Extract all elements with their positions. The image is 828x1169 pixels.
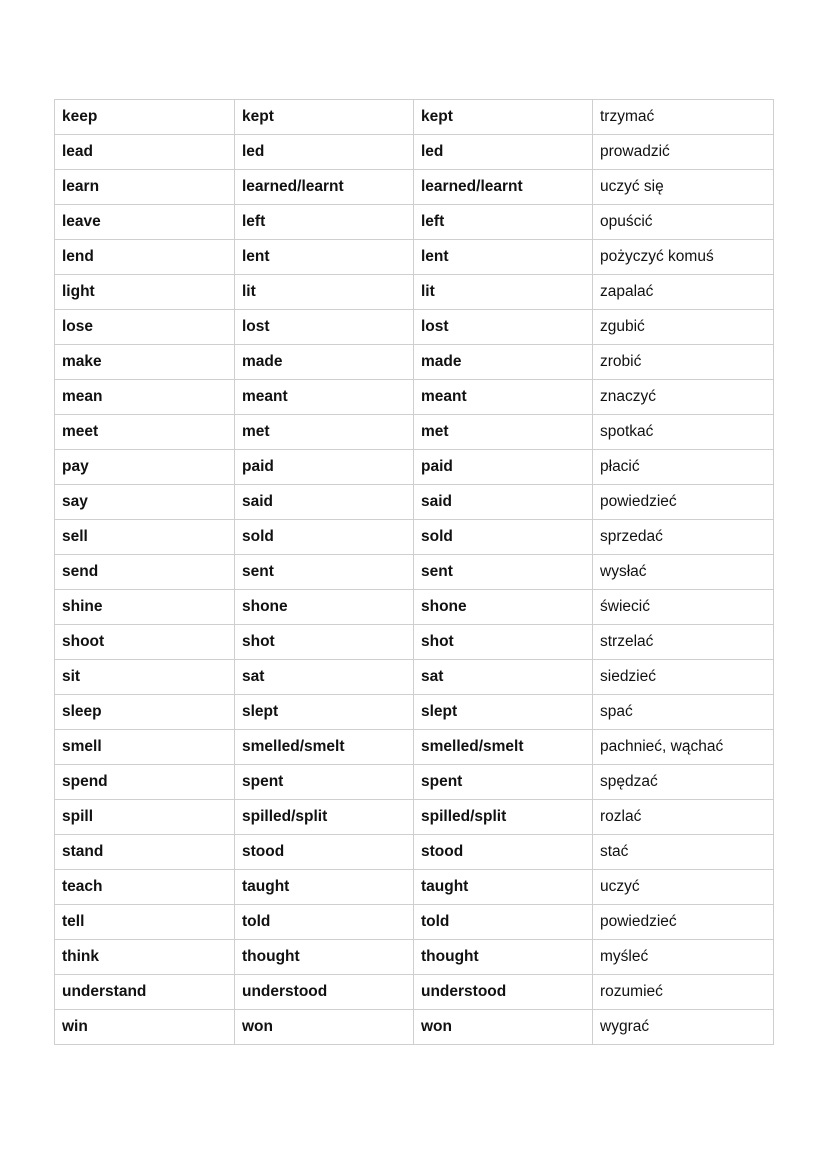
- past-participle-cell: shone: [414, 590, 593, 625]
- table-row: [55, 730, 774, 765]
- table-row: [55, 310, 774, 345]
- past-participle-cell: said: [414, 485, 593, 520]
- table-row: [55, 765, 774, 800]
- past-simple-cell: sat: [235, 660, 414, 695]
- past-simple-cell: understood: [235, 975, 414, 1010]
- base-form-cell: stand: [55, 835, 235, 870]
- past-participle-cell: thought: [414, 940, 593, 975]
- past-participle-cell: sold: [414, 520, 593, 555]
- verbs-table-body: [55, 100, 774, 1045]
- translation-cell: powiedzieć: [593, 905, 774, 940]
- past-participle-cell: lent: [414, 240, 593, 275]
- past-simple-cell: lost: [235, 310, 414, 345]
- past-participle-cell: stood: [414, 835, 593, 870]
- table-row: [55, 660, 774, 695]
- document-page: [54, 99, 773, 1045]
- past-participle-cell: learned/learnt: [414, 170, 593, 205]
- translation-cell: strzelać: [593, 625, 774, 660]
- past-simple-cell: taught: [235, 870, 414, 905]
- translation-cell: siedzieć: [593, 660, 774, 695]
- translation-cell: świecić: [593, 590, 774, 625]
- translation-cell: prowadzić: [593, 135, 774, 170]
- translation-cell: zrobić: [593, 345, 774, 380]
- translation-cell: zgubić: [593, 310, 774, 345]
- past-simple-cell: lit: [235, 275, 414, 310]
- past-participle-cell: met: [414, 415, 593, 450]
- base-form-cell: teach: [55, 870, 235, 905]
- base-form-cell: lose: [55, 310, 235, 345]
- past-simple-cell: said: [235, 485, 414, 520]
- translation-cell: spać: [593, 695, 774, 730]
- base-form-cell: spill: [55, 800, 235, 835]
- base-form-cell: mean: [55, 380, 235, 415]
- translation-cell: myśleć: [593, 940, 774, 975]
- past-participle-cell: meant: [414, 380, 593, 415]
- past-simple-cell: thought: [235, 940, 414, 975]
- translation-cell: pachnieć, wąchać: [593, 730, 774, 765]
- past-simple-cell: led: [235, 135, 414, 170]
- base-form-cell: send: [55, 555, 235, 590]
- table-row: [55, 625, 774, 660]
- table-row: [55, 240, 774, 275]
- table-row: [55, 275, 774, 310]
- past-participle-cell: lit: [414, 275, 593, 310]
- past-participle-cell: smelled/smelt: [414, 730, 593, 765]
- base-form-cell: sleep: [55, 695, 235, 730]
- table-row: [55, 100, 774, 135]
- past-simple-cell: paid: [235, 450, 414, 485]
- translation-cell: uczyć się: [593, 170, 774, 205]
- base-form-cell: leave: [55, 205, 235, 240]
- table-row: [55, 450, 774, 485]
- table-row: [55, 590, 774, 625]
- past-participle-cell: won: [414, 1010, 593, 1045]
- past-participle-cell: spent: [414, 765, 593, 800]
- table-row: [55, 870, 774, 905]
- past-simple-cell: sent: [235, 555, 414, 590]
- translation-cell: wygrać: [593, 1010, 774, 1045]
- translation-cell: sprzedać: [593, 520, 774, 555]
- table-row: [55, 415, 774, 450]
- translation-cell: płacić: [593, 450, 774, 485]
- table-row: [55, 1010, 774, 1045]
- translation-cell: znaczyć: [593, 380, 774, 415]
- table-row: [55, 170, 774, 205]
- base-form-cell: tell: [55, 905, 235, 940]
- past-simple-cell: sold: [235, 520, 414, 555]
- base-form-cell: meet: [55, 415, 235, 450]
- past-participle-cell: sent: [414, 555, 593, 590]
- table-row: [55, 905, 774, 940]
- past-simple-cell: left: [235, 205, 414, 240]
- table-row: [55, 380, 774, 415]
- past-simple-cell: lent: [235, 240, 414, 275]
- base-form-cell: make: [55, 345, 235, 380]
- table-row: [55, 940, 774, 975]
- translation-cell: trzymać: [593, 100, 774, 135]
- base-form-cell: spend: [55, 765, 235, 800]
- table-row: [55, 695, 774, 730]
- past-simple-cell: spent: [235, 765, 414, 800]
- translation-cell: zapalać: [593, 275, 774, 310]
- irregular-verbs-table: [54, 99, 774, 1045]
- past-participle-cell: shot: [414, 625, 593, 660]
- table-row: [55, 205, 774, 240]
- past-simple-cell: met: [235, 415, 414, 450]
- translation-cell: uczyć: [593, 870, 774, 905]
- translation-cell: powiedzieć: [593, 485, 774, 520]
- past-participle-cell: made: [414, 345, 593, 380]
- base-form-cell: sit: [55, 660, 235, 695]
- base-form-cell: understand: [55, 975, 235, 1010]
- base-form-cell: think: [55, 940, 235, 975]
- past-simple-cell: meant: [235, 380, 414, 415]
- table-row: [55, 135, 774, 170]
- translation-cell: spędzać: [593, 765, 774, 800]
- base-form-cell: learn: [55, 170, 235, 205]
- past-simple-cell: made: [235, 345, 414, 380]
- past-participle-cell: lost: [414, 310, 593, 345]
- base-form-cell: shine: [55, 590, 235, 625]
- base-form-cell: smell: [55, 730, 235, 765]
- table-row: [55, 345, 774, 380]
- table-row: [55, 835, 774, 870]
- translation-cell: opuścić: [593, 205, 774, 240]
- base-form-cell: sell: [55, 520, 235, 555]
- past-simple-cell: kept: [235, 100, 414, 135]
- table-row: [55, 520, 774, 555]
- translation-cell: wysłać: [593, 555, 774, 590]
- past-simple-cell: told: [235, 905, 414, 940]
- base-form-cell: pay: [55, 450, 235, 485]
- past-participle-cell: understood: [414, 975, 593, 1010]
- base-form-cell: keep: [55, 100, 235, 135]
- past-simple-cell: shone: [235, 590, 414, 625]
- past-simple-cell: learned/learnt: [235, 170, 414, 205]
- base-form-cell: lead: [55, 135, 235, 170]
- past-participle-cell: spilled/split: [414, 800, 593, 835]
- past-participle-cell: told: [414, 905, 593, 940]
- table-row: [55, 975, 774, 1010]
- past-participle-cell: sat: [414, 660, 593, 695]
- translation-cell: pożyczyć komuś: [593, 240, 774, 275]
- translation-cell: spotkać: [593, 415, 774, 450]
- translation-cell: rozlać: [593, 800, 774, 835]
- base-form-cell: say: [55, 485, 235, 520]
- base-form-cell: lend: [55, 240, 235, 275]
- table-row: [55, 800, 774, 835]
- past-simple-cell: stood: [235, 835, 414, 870]
- base-form-cell: win: [55, 1010, 235, 1045]
- past-simple-cell: shot: [235, 625, 414, 660]
- past-participle-cell: taught: [414, 870, 593, 905]
- base-form-cell: shoot: [55, 625, 235, 660]
- past-simple-cell: spilled/split: [235, 800, 414, 835]
- table-row: [55, 555, 774, 590]
- translation-cell: stać: [593, 835, 774, 870]
- past-participle-cell: left: [414, 205, 593, 240]
- translation-cell: rozumieć: [593, 975, 774, 1010]
- table-row: [55, 485, 774, 520]
- past-simple-cell: slept: [235, 695, 414, 730]
- past-simple-cell: smelled/smelt: [235, 730, 414, 765]
- past-participle-cell: slept: [414, 695, 593, 730]
- past-participle-cell: kept: [414, 100, 593, 135]
- past-simple-cell: won: [235, 1010, 414, 1045]
- base-form-cell: light: [55, 275, 235, 310]
- past-participle-cell: led: [414, 135, 593, 170]
- past-participle-cell: paid: [414, 450, 593, 485]
